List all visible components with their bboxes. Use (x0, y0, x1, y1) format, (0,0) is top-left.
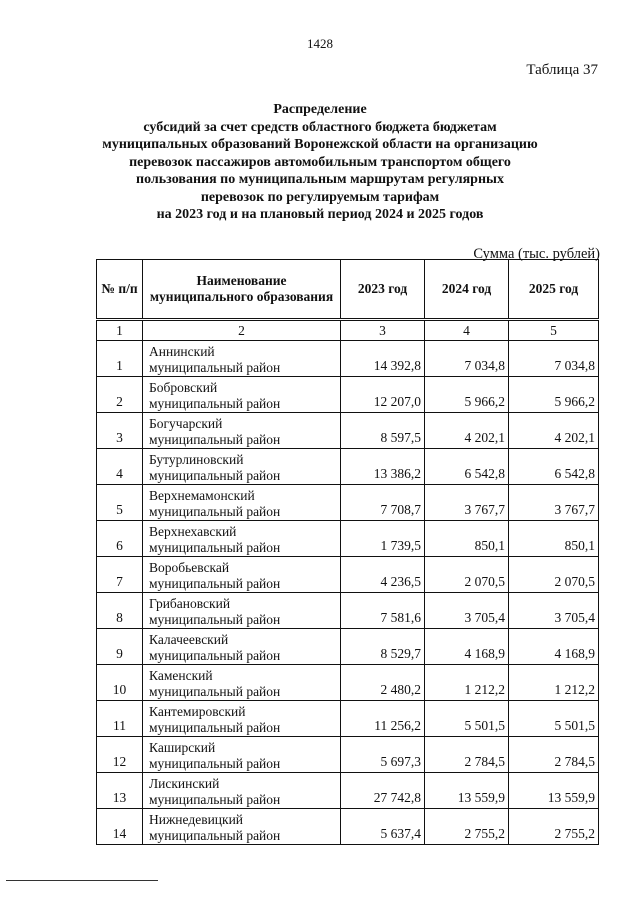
title-line: пользования по муниципальным маршрутам регулярных (136, 172, 504, 187)
value-2025: 2 070,5 (509, 557, 599, 593)
value-2024: 5 966,2 (425, 377, 509, 413)
value-2023: 8 529,7 (341, 629, 425, 665)
table-row (97, 341, 599, 377)
header-2025: 2025 год (509, 260, 599, 319)
table-row (97, 665, 599, 701)
value-2023: 4 236,5 (341, 557, 425, 593)
row-number: 3 (97, 413, 143, 449)
municipality-name (143, 413, 341, 449)
municipality-name-line1: Каменский (149, 668, 213, 683)
value-2025: 1 212,2 (509, 665, 599, 701)
value-2023: 8 597,5 (341, 413, 425, 449)
municipality-name-line2: муниципальный район (149, 684, 281, 699)
value-2024: 2 755,2 (425, 809, 509, 845)
municipality-name (143, 593, 341, 629)
row-number: 10 (97, 665, 143, 701)
value-2025: 5 501,5 (509, 701, 599, 737)
municipality-name-line1: Каширский (149, 740, 216, 755)
row-number: 14 (97, 809, 143, 845)
municipality-name-line1: Лискинский (149, 776, 220, 791)
value-2025: 3 705,4 (509, 593, 599, 629)
value-2024: 7 034,8 (425, 341, 509, 377)
column-number-row (97, 321, 599, 341)
row-number: 12 (97, 737, 143, 773)
value-2023: 2 480,2 (341, 665, 425, 701)
municipality-name-line1: Грибановский (149, 596, 231, 611)
subsidy-table (96, 320, 599, 845)
municipality-name-line1: Нижнедевицкий (149, 812, 244, 827)
row-number: 5 (97, 485, 143, 521)
municipality-name-line2: муниципальный район (149, 612, 281, 627)
table-row (97, 773, 599, 809)
municipality-name (143, 377, 341, 413)
title-line: Распределение (273, 102, 367, 117)
table-header (96, 259, 599, 319)
title-line: перевозок по регулируемым тарифам (200, 189, 440, 205)
value-2025: 6 542,8 (509, 449, 599, 485)
column-number: 2 (143, 321, 341, 341)
page-number: 1428 (307, 36, 333, 51)
municipality-name (143, 485, 341, 521)
row-number: 9 (97, 629, 143, 665)
table-row (97, 629, 599, 665)
municipality-name (143, 701, 341, 737)
header-name: Наименование муниципального образования (143, 260, 341, 319)
footnote-divider (6, 880, 158, 881)
value-2025: 5 966,2 (509, 377, 599, 413)
municipality-name-line2: муниципальный район (149, 540, 281, 555)
value-2024: 4 202,1 (425, 413, 509, 449)
municipality-name (143, 521, 341, 557)
value-2025: 13 559,9 (509, 773, 599, 809)
table-row (97, 809, 599, 845)
municipality-name-line2: муниципальный район (149, 756, 281, 771)
document-title (60, 101, 580, 224)
title-line: субсидий за счет средств областного бюджета бюджетам (143, 119, 497, 135)
row-number: 2 (97, 377, 143, 413)
municipality-name-line2: муниципальный район (149, 504, 281, 519)
municipality-name-line1: Воробьевскай (149, 560, 230, 575)
municipality-name-line2: муниципальный район (149, 396, 281, 411)
header-2023: 2023 год (341, 260, 425, 319)
municipality-name-line1: Верхнемамонский (149, 488, 255, 503)
title-line: на 2023 год и на плановый период 2024 и 2025 годов (156, 207, 484, 222)
table-row (97, 737, 599, 773)
table-row (97, 377, 599, 413)
municipality-name-line1: Аннинский (149, 344, 215, 359)
title-line: перевозок пассажиров автомобильным транспортом общего (129, 154, 511, 170)
units-label: Сумма (тыс. рублей) (473, 246, 600, 262)
header-number: № п/п (97, 260, 143, 319)
value-2023: 11 256,2 (341, 701, 425, 737)
value-2023: 1 739,5 (341, 521, 425, 557)
value-2024: 2 784,5 (425, 737, 509, 773)
value-2025: 2 755,2 (509, 809, 599, 845)
value-2024: 2 070,5 (425, 557, 509, 593)
value-2024: 5 501,5 (425, 701, 509, 737)
row-number: 7 (97, 557, 143, 593)
municipality-name (143, 557, 341, 593)
row-number: 6 (97, 521, 143, 557)
value-2023: 7 581,6 (341, 593, 425, 629)
table-row (97, 449, 599, 485)
column-number: 3 (341, 321, 425, 341)
municipality-name (143, 665, 341, 701)
municipality-name-line2: муниципальный район (149, 828, 281, 843)
value-2023: 14 392,8 (341, 341, 425, 377)
value-2023: 27 742,8 (341, 773, 425, 809)
municipality-name (143, 629, 341, 665)
municipality-name-line1: Кантемировский (149, 704, 246, 719)
municipality-name-line2: муниципальный район (149, 432, 281, 447)
municipality-name-line1: Богучарский (149, 416, 223, 431)
header-2024: 2024 год (425, 260, 509, 319)
table-row (97, 485, 599, 521)
table-row (97, 557, 599, 593)
value-2025: 3 767,7 (509, 485, 599, 521)
municipality-name-line1: Бутурлиновский (149, 452, 244, 467)
municipality-name-line1: Бобровский (149, 380, 218, 395)
row-number: 8 (97, 593, 143, 629)
municipality-name-line1: Калачеевский (149, 632, 229, 647)
municipality-name-line2: муниципальный район (149, 648, 281, 663)
title-line: муниципальных образований Воронежской области на организацию (102, 137, 538, 152)
row-number: 13 (97, 773, 143, 809)
municipality-name (143, 341, 341, 377)
column-number: 5 (509, 321, 599, 341)
value-2025: 4 202,1 (509, 413, 599, 449)
value-2024: 3 705,4 (425, 593, 509, 629)
value-2024: 6 542,8 (425, 449, 509, 485)
municipality-name (143, 773, 341, 809)
value-2025: 4 168,9 (509, 629, 599, 665)
municipality-name (143, 449, 341, 485)
municipality-name-line2: муниципальный район (149, 720, 281, 735)
column-number: 1 (97, 321, 143, 341)
municipality-name (143, 809, 341, 845)
row-number: 1 (97, 341, 143, 377)
table-row (97, 413, 599, 449)
table-row (97, 701, 599, 737)
row-number: 11 (97, 701, 143, 737)
municipality-name-line2: муниципальный район (149, 792, 281, 807)
value-2025: 850,1 (509, 521, 599, 557)
municipality-name-line2: муниципальный район (149, 576, 281, 591)
table-row (97, 593, 599, 629)
table-label: Таблица 37 (526, 62, 598, 78)
value-2024: 850,1 (425, 521, 509, 557)
column-number: 4 (425, 321, 509, 341)
municipality-name-line2: муниципальный район (149, 468, 281, 483)
value-2023: 5 697,3 (341, 737, 425, 773)
value-2023: 13 386,2 (341, 449, 425, 485)
value-2025: 7 034,8 (509, 341, 599, 377)
municipality-name-line2: муниципальный район (149, 360, 281, 375)
value-2023: 7 708,7 (341, 485, 425, 521)
table-row (97, 521, 599, 557)
value-2024: 1 212,2 (425, 665, 509, 701)
value-2024: 4 168,9 (425, 629, 509, 665)
municipality-name (143, 737, 341, 773)
value-2024: 3 767,7 (425, 485, 509, 521)
value-2023: 12 207,0 (341, 377, 425, 413)
municipality-name-line1: Верхнехавский (149, 524, 237, 539)
value-2024: 13 559,9 (425, 773, 509, 809)
value-2023: 5 637,4 (341, 809, 425, 845)
value-2025: 2 784,5 (509, 737, 599, 773)
row-number: 4 (97, 449, 143, 485)
